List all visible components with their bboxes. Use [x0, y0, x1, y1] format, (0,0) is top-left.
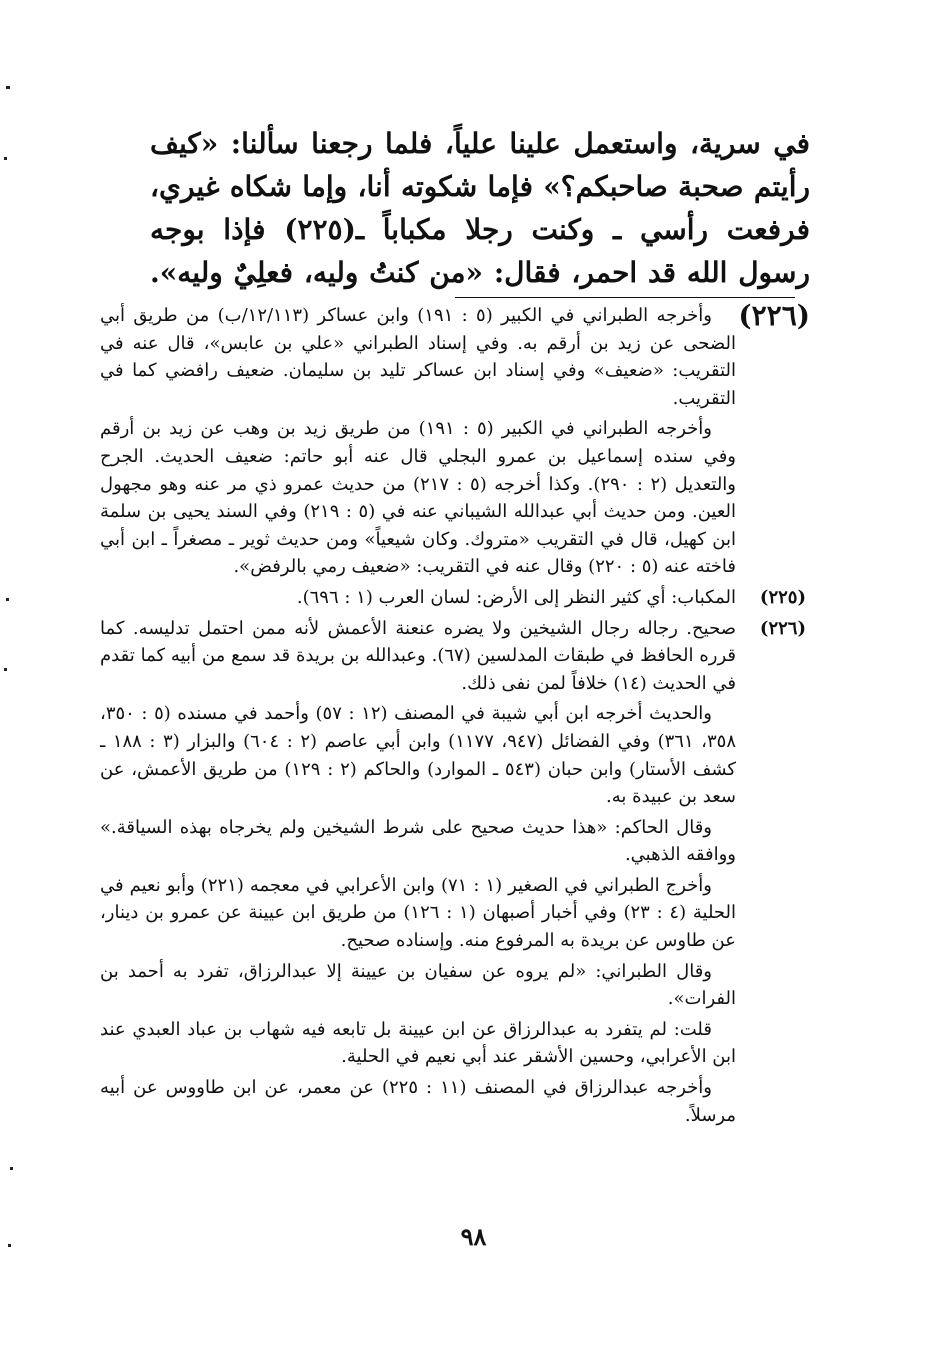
footnote-text: المكباب: أي كثير النظر إلى الأرض: لسان العرب (١ : ٦٩٦).	[296, 586, 736, 608]
footnote-separator	[455, 297, 795, 298]
scan-speck	[4, 157, 7, 160]
scan-speck	[10, 1167, 13, 1170]
footnote-text: صحيح. رجاله رجال الشيخين ولا يضره عنعنة الأعمش لأنه ممن احتمل تدليسه. كما قرره الحافظ في طبقات المدلسين (٦٧). وعبدالله بن بريدة قد سمع من أبيه كما تقدم في الحديث (١٤) خلافاً لمن نفى ذلك.	[100, 617, 736, 694]
note-paragraph: قلت: لم يتفرد به عبدالرزاق عن ابن عيينة بل تابعه فيه شهاب بن عباد العبدي عند ابن الأعرابي، وحسين الأشقر عند أبي نعيم في الحلية.	[100, 1018, 736, 1068]
note-paragraph: وأخرج الطبراني في الصغير (١ : ٧١) وابن الأعرابي في معجمه (٢٢١) وأبو نعيم في الحلية (٤ : ٢٣) وفي أخبار أصبهان (١ : ١٢٦) من طريق ابن عيينة عن عمرو بن دينار، عن طاوس عن بريدة به المرفوع منه. وإسناده صحيح.	[100, 874, 737, 952]
main-paragraph: في سرية، واستعمل علينا علياً، فلما رجعنا سألنا: «كيف رأيتم صحبة صاحبكم؟» فإما شكوته أنا، وإما شكاه غيري، فرفعت رأسي ـ وكنت رجلا مكباباً ـ(٢٢٥) فإذا بوجه رسول الله قد احمر، فقال: «من كنتُ وليه، فعلِيٌ وليه». (٢٢٦)	[150, 127, 810, 332]
note-paragraph: وأخرجه الطبراني في الكبير (٥ : ١٩١) وابن عساكر (١٢/١١٣/ب) من طريق أبي الضحى عن زيد بن أرقم به. وفي إسناد الطبراني «علي بن عابس»، قال عنه في التقريب: «ضعيف» وفي إسناد ابن عساكر تليد بن سليمان. ضعيف رافضي كما في التقريب.	[100, 305, 736, 409]
scan-speck	[6, 86, 10, 89]
footnotes-section	[100, 302, 806, 1132]
note-paragraph: وقال الحاكم: «هذا حديث صحيح على شرط الشيخين ولم يخرجاه بهذه السياقة.» ووافقه الذهبي.	[100, 816, 736, 866]
note-paragraph: وقال الطبراني: «لم يروه عن سفيان بن عيينة إلا عبدالرزاق، تفرد به أحمد بن الفرات».	[100, 960, 736, 1010]
scan-speck	[4, 668, 7, 671]
footnote-226	[100, 615, 806, 698]
footnote-number: (٢٢٥)	[759, 586, 806, 608]
footnote-number: (٢٢٦)	[759, 617, 806, 639]
note-paragraph: وأخرجه الطبراني في الكبير (٥ : ١٩١) من طريق زيد بن وهب عن زيد بن أرقم وفي سنده إسماعيل بن عمرو البجلي قال عنه أبو حاتم: ضعيف الحديث. الجرح والتعديل (٢ : ٢٩٠). وكذا أخرجه (٥ : ٢١٧) من حديث عمرو ذي مر عنه وهو مجهول العين. ومن حديث أبي عبدالله الشيباني عنه في (٥ : ٢١٩) وفي السند يحيى بن سلمة ابن كهيل، قال في التقريب «متروك. وكان شيعياً» ومن حديث ثوير ـ مصغراً ـ ابن أبي فاخته عنه (٥ : ٢٢٠) وقال عنه في التقريب: «ضعيف رمي بالرفض».	[100, 418, 736, 578]
note-paragraph: والحديث أخرجه ابن أبي شيبة في المصنف (١٢ : ٥٧) وأحمد في مسنده (٥ : ٣٥٠، ٣٥٨، ٣٦١) وفي الفضائل (٩٤٧، ١١٧٧) وابن أبي عاصم (٢ : ٦٠٤) والبزار (٣ : ١٨٨ ـ كشف الأستار) وابن حبان (٥٤٣ ـ الموارد) والحاكم (٢ : ١٢٩) من طريق الأعمش، عن سعد بن عبيدة به.	[100, 703, 737, 808]
scan-speck	[8, 1244, 11, 1247]
note-paragraph: وأخرجه عبدالرزاق في المصنف (١١ : ٢٢٥) عن معمر، عن ابن طاووس عن أبيه مرسلاً.	[100, 1077, 736, 1126]
page-number: ٩٨	[460, 1222, 487, 1251]
scan-speck	[6, 598, 9, 601]
footnote-225	[100, 584, 806, 612]
